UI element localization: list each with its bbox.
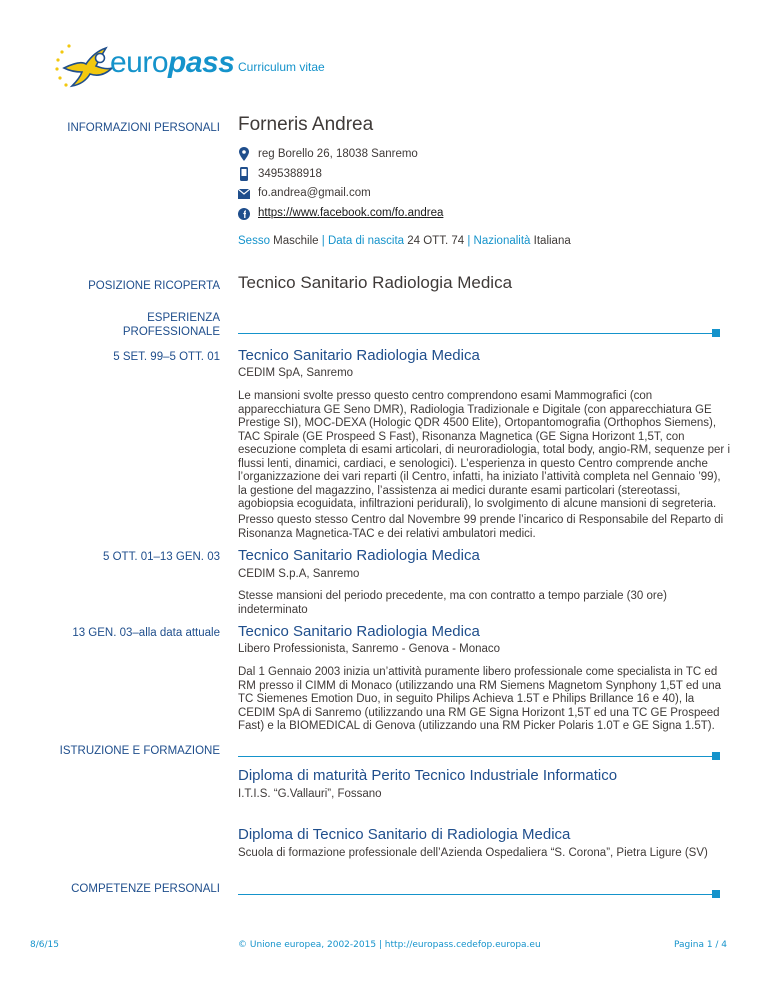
sex-label: Sesso bbox=[238, 235, 270, 247]
location-pin-icon bbox=[238, 147, 250, 161]
nationality-label: Nazionalità bbox=[473, 235, 531, 247]
section-divider-square bbox=[712, 890, 720, 898]
email[interactable]: fo.andrea@gmail.com bbox=[258, 187, 371, 199]
exp-employer: CEDIM SpA, Sanremo bbox=[238, 367, 354, 379]
section-divider-square bbox=[712, 329, 720, 337]
section-divider-skills bbox=[238, 894, 712, 895]
footer-date: 8/6/15 bbox=[30, 940, 59, 950]
birth-value: 24 OTT. 74 bbox=[407, 235, 465, 247]
person-name: Forneris Andrea bbox=[238, 114, 374, 135]
section-divider-square bbox=[712, 752, 720, 760]
section-label-skills: COMPETENZE PERSONALI bbox=[71, 883, 220, 895]
exp-title: Tecnico Sanitario Radiologia Medica bbox=[238, 347, 480, 364]
address: reg Borello 26, 18038 Sanremo bbox=[258, 148, 418, 160]
europass-logo bbox=[50, 38, 235, 94]
position-title: Tecnico Sanitario Radiologia Medica bbox=[238, 273, 513, 292]
footer-copyright: © Unione europea, 2002-2015 | http://europass.cedefop.europa.eu bbox=[238, 940, 541, 950]
section-label-experience-line1: ESPERIENZA bbox=[147, 312, 220, 324]
exp-dates: 13 GEN. 03–alla data attuale bbox=[72, 627, 220, 639]
logo-text-pass: pass bbox=[168, 46, 235, 79]
sex-value: Maschile bbox=[273, 235, 319, 247]
section-divider-education bbox=[238, 756, 712, 757]
edu-school: I.T.I.S. “G.Vallauri”, Fossano bbox=[238, 788, 382, 800]
exp-employer: CEDIM S.p.A, Sanremo bbox=[238, 568, 360, 580]
separator-1: | bbox=[321, 235, 325, 247]
section-divider-experience bbox=[238, 333, 712, 334]
email-envelope-icon bbox=[238, 189, 250, 199]
exp-description: Dal 1 Gennaio 2003 inizia un’attività puramente libero professionale come specialista in TC ed RM presso il CIMM di Monaco (utilizzando una RM Siemens Magnetom Synphony 1,5T ed una TC Siemenes Emotion Duo, in seguito Philips Achieva 1.5T e Philips Brillance 16 e 40), la CEDIM SpA di Sanremo (utilizzando una RM GE Signa Horizont 1,5T ed una TC GE Prospeed Fast) e la BIOMEDICAL di Genova (utilizzando una RM Picker Polaris 1.0T e GE Signa 1.5T). bbox=[238, 666, 722, 732]
edu-title: Diploma di Tecnico Sanitario di Radiologia Medica bbox=[238, 826, 571, 843]
mobile-phone-icon bbox=[238, 167, 250, 181]
edu-title: Diploma di maturità Perito Tecnico Industriale Informatico bbox=[238, 767, 618, 784]
section-label-experience-line2: PROFESSIONALE bbox=[122, 326, 220, 338]
separator-2: | bbox=[467, 235, 471, 247]
section-label-experience bbox=[123, 311, 220, 339]
section-label-education: ISTRUZIONE E FORMAZIONE bbox=[59, 745, 220, 757]
phone[interactable]: 3495388918 bbox=[258, 168, 322, 180]
section-label-personal: INFORMAZIONI PERSONALI bbox=[67, 122, 220, 134]
footer-page-number: Pagina 1 / 4 bbox=[674, 940, 728, 950]
edu-school: Scuola di formazione professionale dell’Azienda Ospedaliera “S. Corona”, Pietra Ligure (SV) bbox=[238, 847, 708, 859]
exp-dates: 5 SET. 99–5 OTT. 01 bbox=[113, 351, 220, 363]
exp-title: Tecnico Sanitario Radiologia Medica bbox=[238, 623, 480, 640]
website-link[interactable]: https://www.facebook.com/fo.andrea bbox=[258, 207, 444, 219]
logo-text-euro: euro bbox=[110, 46, 169, 79]
doc-title: Curriculum vitae bbox=[238, 60, 325, 74]
exp-description: Le mansioni svolte presso questo centro comprendono esami Mammografici (con apparecchiatura GE Seno DMR), Radiologia Tradizionale e Digitale (con apparecchiatura GE Prestige SI), MOC-DEXA (Hologic QDR 4500 Elite), Ortopantomografia (Orthophos Siemens), TAC Spirale (GE Prospeed S Fast), Risonanza Magnetica (GE Signa Horizont 1,5T, con esecuzione completa di esami articolari, di neuroradiologia, total body, angio-RM, sequenze per i flussi lenti, dinamici, cardiaci, e senologici). L’esperienza in questo Centro comprende anche l’organizzazione dei vari reparti (il Centro, infatti, ha iniziato l’attività completa nel Gennaio ’99), la gestione del magazzino, l’assistenza ai medici durante esami particolari (stereotassi, agobiopsia ecoguidata, infiltrazioni peridurali), lo svolgimento di alcune mansioni di segreteria. bbox=[238, 390, 731, 510]
section-label-position: POSIZIONE RICOPERTA bbox=[88, 280, 220, 292]
personal-details-line bbox=[238, 235, 571, 247]
exp-title: Tecnico Sanitario Radiologia Medica bbox=[238, 547, 480, 564]
exp-dates: 5 OTT. 01–13 GEN. 03 bbox=[103, 551, 220, 563]
facebook-website-icon bbox=[238, 208, 250, 220]
birth-label: Data di nascita bbox=[327, 235, 405, 247]
nationality-value: Italiana bbox=[533, 235, 571, 247]
exp-employer: Libero Professionista, Sanremo - Genova - Monaco bbox=[238, 643, 501, 655]
exp-description: Stesse mansioni del periodo precedente, ma con contratto a tempo parziale (30 ore) indeterminato bbox=[238, 590, 667, 616]
exp-description-2: Presso questo stesso Centro dal Novembre 99 prende l’incarico di Responsabile del Reparto di Risonanza Magnetica-TAC e dei relativi ambulatori medici. bbox=[238, 514, 724, 540]
